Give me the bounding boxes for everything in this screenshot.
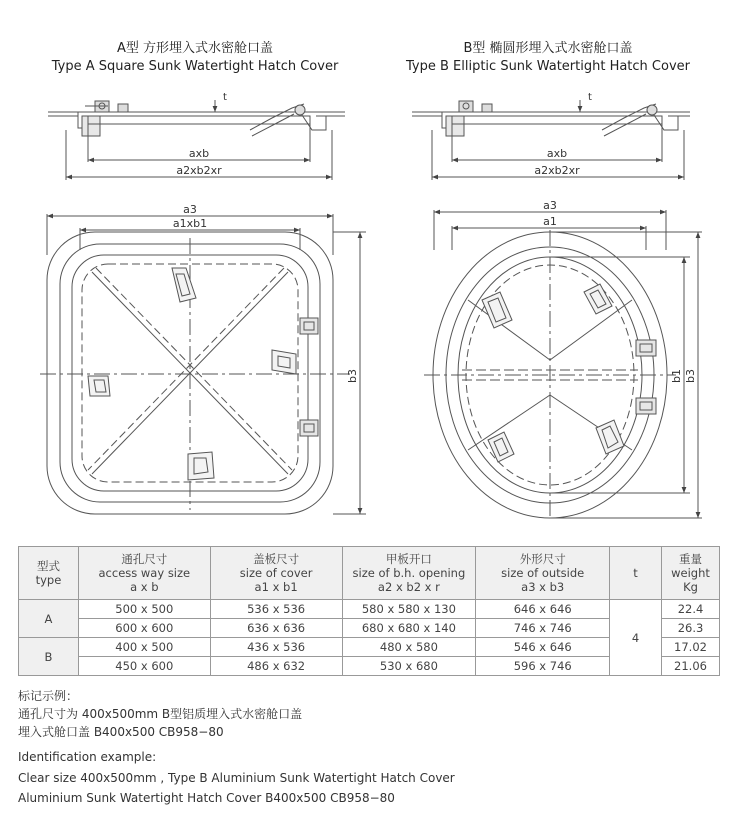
a-side-t-label: t: [223, 92, 227, 103]
notes-cn-heading: 标记示例：: [18, 689, 79, 703]
a-side-axb-label: axb: [188, 147, 210, 160]
cell-outside: 596 x 746: [476, 657, 610, 676]
cell-access: 600 x 600: [78, 619, 210, 638]
cell-access: 400 x 500: [78, 638, 210, 657]
type-a-cell: A: [19, 600, 79, 638]
notes-en-heading: Identification example:: [18, 750, 157, 764]
cell-outside: 746 x 746: [476, 619, 610, 638]
type-a-plan-view: [40, 214, 366, 514]
b-side-t-label: t: [588, 92, 592, 103]
cell-weight: 22.4: [662, 600, 720, 619]
header-outside: 外形尺寸 size of outside a3 x b3: [476, 547, 610, 600]
notes-en: [18, 748, 455, 807]
cell-access: 500 x 500: [78, 600, 210, 619]
type-a-title-en: Type A Square Sunk Watertight Hatch Cover: [51, 59, 339, 74]
b-side-a2-label: a2xb2xr: [534, 164, 580, 177]
b-plan-b3-label: b3: [684, 369, 697, 383]
header-type: 型式 type: [19, 547, 79, 600]
cell-opening: 580 x 580 x 130: [342, 600, 476, 619]
cell-cover: 486 x 632: [210, 657, 342, 676]
notes-cn-line2: 埋入式舱口盖 B400x500 CB958−80: [18, 725, 224, 739]
notes-en-line2: Aluminium Sunk Watertight Hatch Cover B400x500 CB958−80: [18, 791, 395, 805]
header-access: 通孔尺寸 access way size a x b: [78, 547, 210, 600]
notes-cn-line1: 通孔尺寸为 400x500mm B型铝质埋入式水密舱口盖: [18, 707, 303, 721]
b-side-axb-label: axb: [546, 147, 568, 160]
cell-weight: 26.3: [662, 619, 720, 638]
t-value-cell: 4: [610, 600, 662, 676]
cell-weight: 17.02: [662, 638, 720, 657]
type-b-cell: B: [19, 638, 79, 676]
cell-cover: 436 x 536: [210, 638, 342, 657]
cell-weight: 21.06: [662, 657, 720, 676]
b-plan-b1-label: b1: [670, 369, 683, 383]
spec-table: [18, 546, 720, 676]
notes-en-line1: Clear size 400x500mm , Type B Aluminium Sunk Watertight Hatch Cover: [18, 771, 455, 785]
notes-cn: [18, 687, 302, 741]
a-side-a2-label: a2xb2xr: [176, 164, 222, 177]
cell-cover: 536 x 536: [210, 600, 342, 619]
type-b-title-en: Type B Elliptic Sunk Watertight Hatch Cover: [405, 59, 690, 74]
header-weight: 重量 weight Kg: [662, 547, 720, 600]
header-cover: 盖板尺寸 size of cover a1 x b1: [210, 547, 342, 600]
table-header-row: [19, 547, 720, 600]
a-plan-a3-label: a3: [183, 203, 197, 216]
cell-access: 450 x 600: [78, 657, 210, 676]
b-plan-a3-label: a3: [543, 199, 557, 212]
header-t: t: [610, 547, 662, 600]
cell-outside: 646 x 646: [476, 600, 610, 619]
type-b-title-cn: B型 椭圆形埋入式水密舱口盖: [463, 41, 633, 56]
header-opening: 甲板开口 size of b.h. opening a2 x b2 x r: [342, 547, 476, 600]
cell-outside: 546 x 646: [476, 638, 610, 657]
cell-cover: 636 x 636: [210, 619, 342, 638]
type-a-title-cn: A型 方形埋入式水密舱口盖: [116, 41, 274, 56]
type-b-plan-view: [424, 210, 702, 520]
a-plan-a1-label: a1xb1: [172, 217, 208, 230]
b-plan-a1-label: a1: [543, 215, 557, 228]
table-row: [19, 600, 720, 619]
cell-opening: 530 x 680: [342, 657, 476, 676]
a-plan-b3-label: b3: [346, 369, 359, 383]
cell-opening: 480 x 580: [342, 638, 476, 657]
cell-opening: 680 x 680 x 140: [342, 619, 476, 638]
